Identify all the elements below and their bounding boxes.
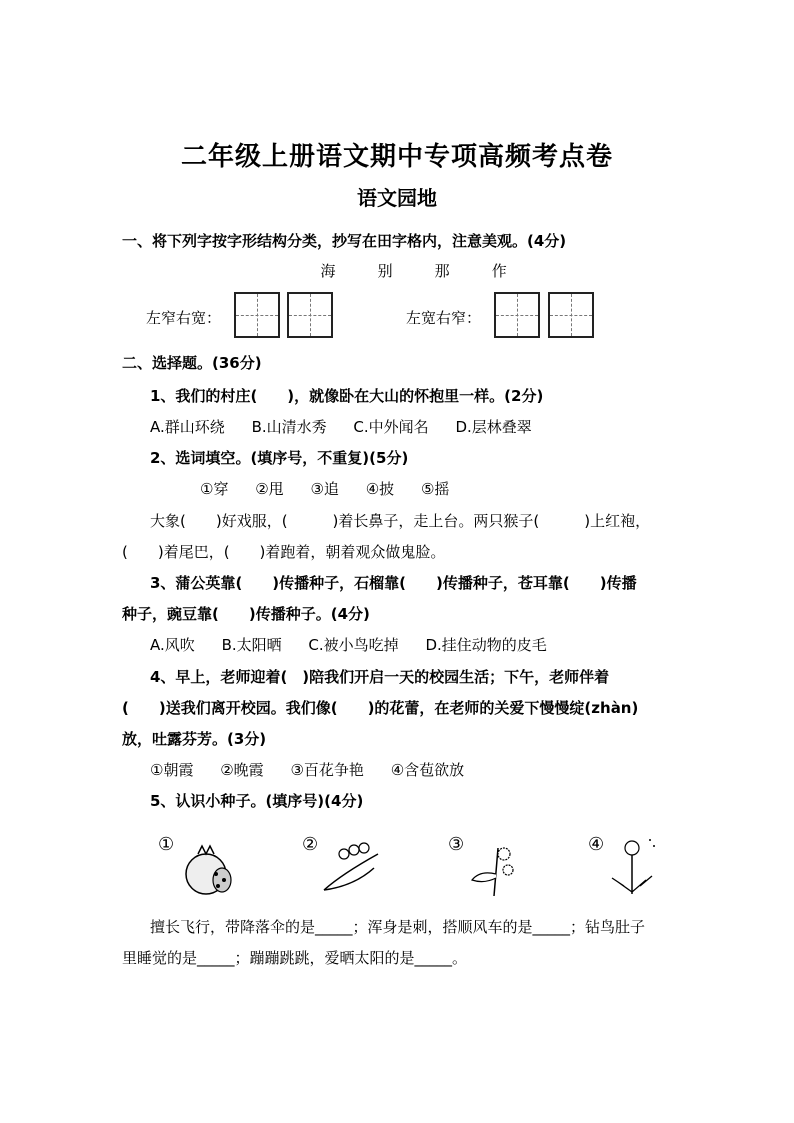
seed-number: ② xyxy=(302,834,319,855)
option-item: A.群山环绕 xyxy=(150,418,225,436)
q3-line1: 3、蒲公英靠( )传播种子，石榴靠( )传播种子，苍耳靠( )传播 xyxy=(150,574,637,592)
left-wide-label: 左宽右窄： xyxy=(406,309,482,327)
tianzige-box[interactable] xyxy=(548,292,594,338)
option-item: ①穿 xyxy=(200,480,229,498)
option-item: ②晚霞 xyxy=(220,761,264,779)
section1-heading: 一、将下列字按字形结构分类，抄写在田字格内，注意美观。(4分) xyxy=(122,232,567,250)
left-narrow-label: 左窄右宽： xyxy=(146,309,222,327)
seed-picture-cocklebur xyxy=(448,834,568,898)
q4-line1: 4、早上，老师迎着( )陪我们开启一天的校园生活；下午，老师伴着 xyxy=(150,668,610,686)
q1-text: 1、我们的村庄( )，就像卧在大山的怀抱里一样。(2分) xyxy=(150,387,544,405)
seed-number: ③ xyxy=(448,834,465,855)
pomegranate-icon xyxy=(158,834,278,898)
section2-heading: 二、选择题。(36分) xyxy=(122,354,262,372)
seed-picture-pomegranate xyxy=(158,834,278,898)
page-subtitle: 语文园地 xyxy=(357,186,437,210)
option-item: ①朝霞 xyxy=(150,761,194,779)
tianzige-box[interactable] xyxy=(494,292,540,338)
q2-options xyxy=(200,478,471,499)
q2-line1: 大象( )好戏服，( )着长鼻子，走上台。两只猴子( )上红袍， xyxy=(150,512,651,530)
seed-number: ① xyxy=(158,834,175,855)
char-item: 那 xyxy=(434,262,450,280)
tianzige-box[interactable] xyxy=(287,292,333,338)
char-item: 海 xyxy=(320,262,336,280)
option-item: D.层林叠翠 xyxy=(455,418,532,436)
q2-text: 2、选词填空。(填序号，不重复)(5分) xyxy=(150,449,409,467)
option-item: ⑤摇 xyxy=(420,480,450,498)
q3-options xyxy=(150,634,569,655)
char-list xyxy=(302,260,525,281)
q3-line2: 种子，豌豆靠( )传播种子。(4分) xyxy=(122,605,370,623)
pea-pod-icon xyxy=(302,834,422,898)
option-item: ③追 xyxy=(310,480,339,498)
char-item: 作 xyxy=(491,262,507,280)
q1-options xyxy=(150,416,554,437)
option-item: B.山清水秀 xyxy=(251,418,327,436)
page-title: 二年级上册语文期中专项高频考点卷 xyxy=(180,142,613,172)
q5-line2: 里睡觉的是_____；蹦蹦跳跳，爱晒太阳的是_____。 xyxy=(122,949,468,967)
q4-line2: ( )送我们离开校园。我们像( )的花蕾，在老师的关爱下慢慢绽(zhàn) xyxy=(122,699,639,717)
option-item: C.被小鸟吃掉 xyxy=(308,636,399,654)
option-item: ②甩 xyxy=(255,480,284,498)
q4-options xyxy=(150,759,486,780)
option-item: ③百花争艳 xyxy=(290,761,364,779)
option-item: D.挂住动物的皮毛 xyxy=(425,636,547,654)
char-item: 别 xyxy=(377,262,393,280)
q2-line2: ( )着尾巴，( )着跑着，朝着观众做鬼脸。 xyxy=(122,543,446,561)
seed-picture-pea xyxy=(302,834,422,898)
dandelion-icon xyxy=(588,834,708,898)
tianzige-box[interactable] xyxy=(234,292,280,338)
q5-text: 5、认识小种子。(填序号)(4分) xyxy=(150,792,364,810)
option-item: ④披 xyxy=(365,480,395,498)
option-item: B.太阳晒 xyxy=(221,636,282,654)
q4-line3: 放，吐露芬芳。(3分) xyxy=(122,730,267,748)
cocklebur-icon xyxy=(448,834,568,898)
option-item: C.中外闻名 xyxy=(353,418,429,436)
seed-picture-dandelion xyxy=(588,834,708,898)
option-item: A.风吹 xyxy=(150,636,195,654)
option-item: ④含苞欲放 xyxy=(390,761,465,779)
q5-line1: 擅长飞行，带降落伞的是_____；浑身是刺，搭顺风车的是_____；钻鸟肚子 xyxy=(150,918,646,936)
seed-number: ④ xyxy=(588,834,605,855)
